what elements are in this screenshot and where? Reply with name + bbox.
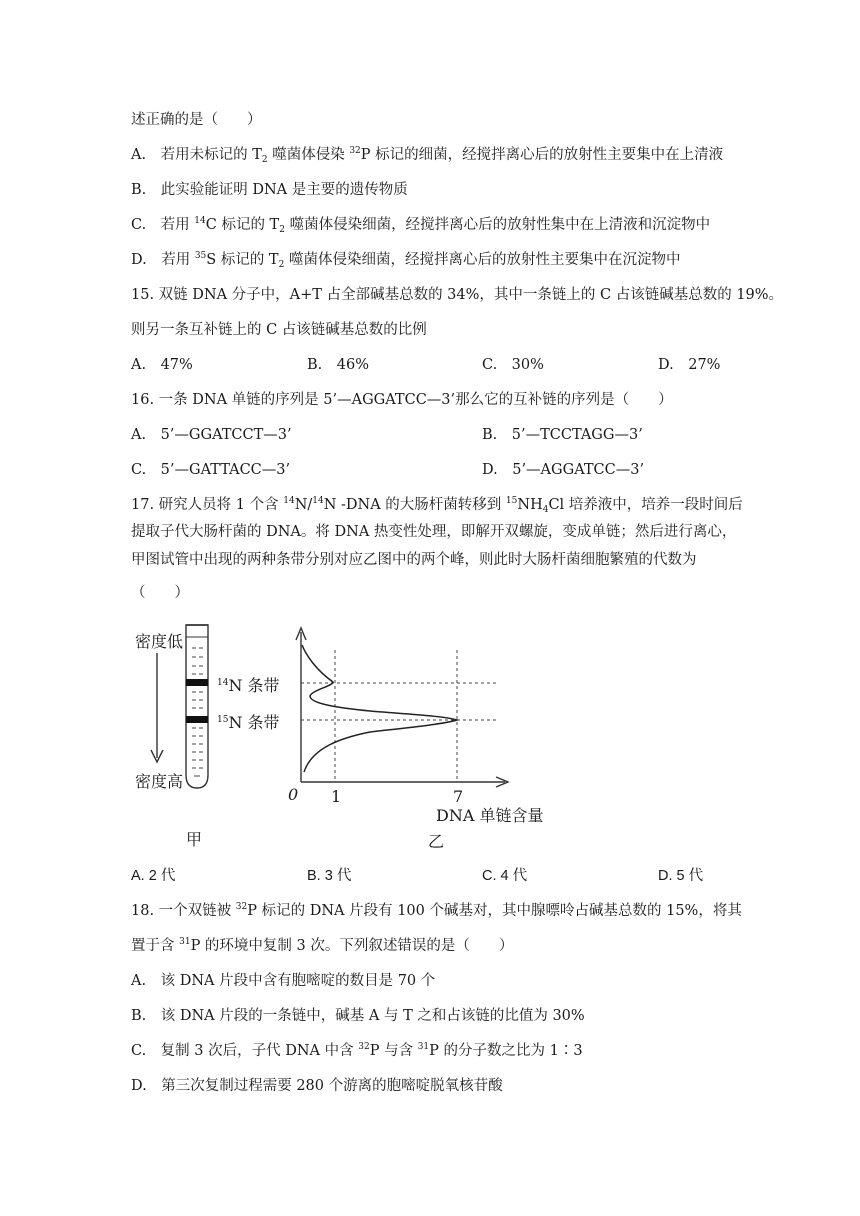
question-16-stem: 16. 一条 DNA 单链的序列是 5’—AGGATCC—3’那么它的互补链的序列是（ ） <box>131 392 673 408</box>
text: C 标记的 T <box>205 217 280 233</box>
superscript: 32 <box>235 902 248 912</box>
text: 18. 一个双链被 <box>131 903 236 919</box>
text: 噬菌体侵染 <box>267 147 350 163</box>
peak-curve <box>302 645 457 772</box>
band-14n <box>186 679 208 686</box>
question-18-option-c <box>131 1041 583 1061</box>
question-17-option-b: B. 3 代 <box>307 868 352 884</box>
subscript: 2 <box>279 225 285 235</box>
superscript: 31 <box>417 1042 430 1052</box>
text: N 条带 <box>228 713 280 732</box>
superscript: 14 <box>194 216 206 226</box>
text: N 条带 <box>228 676 280 695</box>
stem-text: 述正确的是（ ） <box>131 112 262 128</box>
question-17-option-d: D. 5 代 <box>658 868 704 884</box>
question-15-option-d: D. 27% <box>658 357 721 373</box>
question-17-option-a: A. 2 代 <box>131 868 176 884</box>
text: P 标记的 DNA 片段有 100 个碱基对，其中腺嘌呤占碱基总数的 15%，将其 <box>247 903 742 919</box>
question-16-option-c: C. 5’—GATTACC—3’ <box>131 462 291 478</box>
density-arrow <box>151 653 163 762</box>
question-15-option-b: B. 46% <box>307 357 369 373</box>
band-15n-label <box>217 710 280 733</box>
text: N/ <box>294 497 313 513</box>
text: P 的环境中复制 3 次。下列叙述错误的是（ ） <box>190 938 514 954</box>
text: 噬菌体侵染细菌，经搅拌离心后的放射性集中在上清液和沉淀物中 <box>284 217 711 233</box>
question-18-stem-line1 <box>131 901 742 921</box>
x-axis-label: DNA 单链含量 <box>436 806 544 825</box>
question-16-option-b: B. 5’—TCCTAGG—3’ <box>482 427 643 443</box>
question-15-stem-line1: 15. 双链 DNA 分子中，A+T 占全部碱基总数的 34%，其中一条链上的 C 占该链碱基总数的 19%。 <box>131 287 784 303</box>
tick-label-7: 7 <box>453 787 464 806</box>
question-18-stem-line2 <box>131 936 513 956</box>
band-15n <box>186 716 208 723</box>
question-18-option-b: B. 该 DNA 片段的一条链中，碱基 A 与 T 之和占该链的比值为 30% <box>131 1008 585 1024</box>
superscript: 31 <box>179 937 191 947</box>
text: B. 此实验能证明 DNA 是主要的遗传物质 <box>131 182 408 198</box>
density-high-label: 密度高 <box>135 772 184 791</box>
text: P 标记的细菌，经搅拌离心后的放射性主要集中在上清液 <box>360 147 724 163</box>
text: A. 若用未标记的 T <box>131 147 262 163</box>
tick-label-1: 1 <box>331 787 342 806</box>
text: 置于含 <box>131 938 180 954</box>
question-15-option-c: C. 30% <box>482 357 544 373</box>
text: C. 复制 3 次后，子代 DNA 中含 <box>131 1043 359 1059</box>
band-14n-label <box>217 673 280 696</box>
text: 噬菌体侵染细菌，经搅拌离心后的放射性主要集中在沉淀物中 <box>284 252 681 268</box>
figure-label-jia: 甲 <box>186 830 203 849</box>
text: C. 若用 <box>131 217 195 233</box>
peak-graph <box>296 628 508 787</box>
test-tube <box>186 625 208 788</box>
superscript: 35 <box>194 251 207 261</box>
text: 17. 研究人员将 1 个含 <box>131 497 284 513</box>
question-17-stem-line4: （ ） <box>131 585 189 601</box>
question-18-option-d: D. 第三次复制过程需要 280 个游离的胞嘧啶脱氧核苷酸 <box>131 1078 503 1094</box>
text: S 标记的 T <box>206 252 279 268</box>
question-17-stem-line2: 提取子代大肠杆菌的 DNA。将 DNA 热变性处理，即解开双螺旋，变成单链；然后进行离心， <box>131 524 737 540</box>
superscript: 15 <box>217 715 229 725</box>
question-15-stem-line2: 则另一条互补链上的 C 占该链碱基总数的比例 <box>131 322 427 338</box>
figure-label-yi: 乙 <box>428 832 445 851</box>
superscript: 32 <box>358 1042 370 1052</box>
question-17-option-c: C. 4 代 <box>482 868 528 884</box>
superscript: 14 <box>283 496 295 506</box>
question-15-option-a: A. 47% <box>131 357 193 373</box>
density-low-label: 密度低 <box>135 632 184 651</box>
subscript: 2 <box>261 155 268 165</box>
guide-lines <box>301 650 497 782</box>
text: Cl 培养液中，培养一段时间后 <box>548 497 743 513</box>
text: P 与含 <box>369 1043 418 1059</box>
question-18-option-a: A. 该 DNA 片段中含有胞嘧啶的数目是 70 个 <box>131 973 436 989</box>
text: NH <box>517 497 543 513</box>
superscript: 15 <box>505 496 518 506</box>
superscript: 32 <box>349 146 361 156</box>
question-17-stem-line3: 甲图试管中出现的两种条带分别对应乙图中的两个峰，则此时大肠杆菌细胞繁殖的代数为 <box>131 552 697 568</box>
text: N -DNA 的大肠杆菌转移到 <box>323 497 506 513</box>
origin-label: 0 <box>288 785 299 804</box>
superscript: 14 <box>217 678 229 688</box>
text: P 的分子数之比为 1∶3 <box>429 1043 583 1059</box>
text: D. 若用 <box>131 252 195 268</box>
subscript: 2 <box>278 260 285 270</box>
question-16-option-d: D. 5’—AGGATCC—3’ <box>482 462 645 478</box>
subscript: 4 <box>542 505 549 515</box>
question-16-option-a: A. 5’—GGATCCT—3’ <box>131 427 292 443</box>
superscript: 14 <box>312 496 324 506</box>
